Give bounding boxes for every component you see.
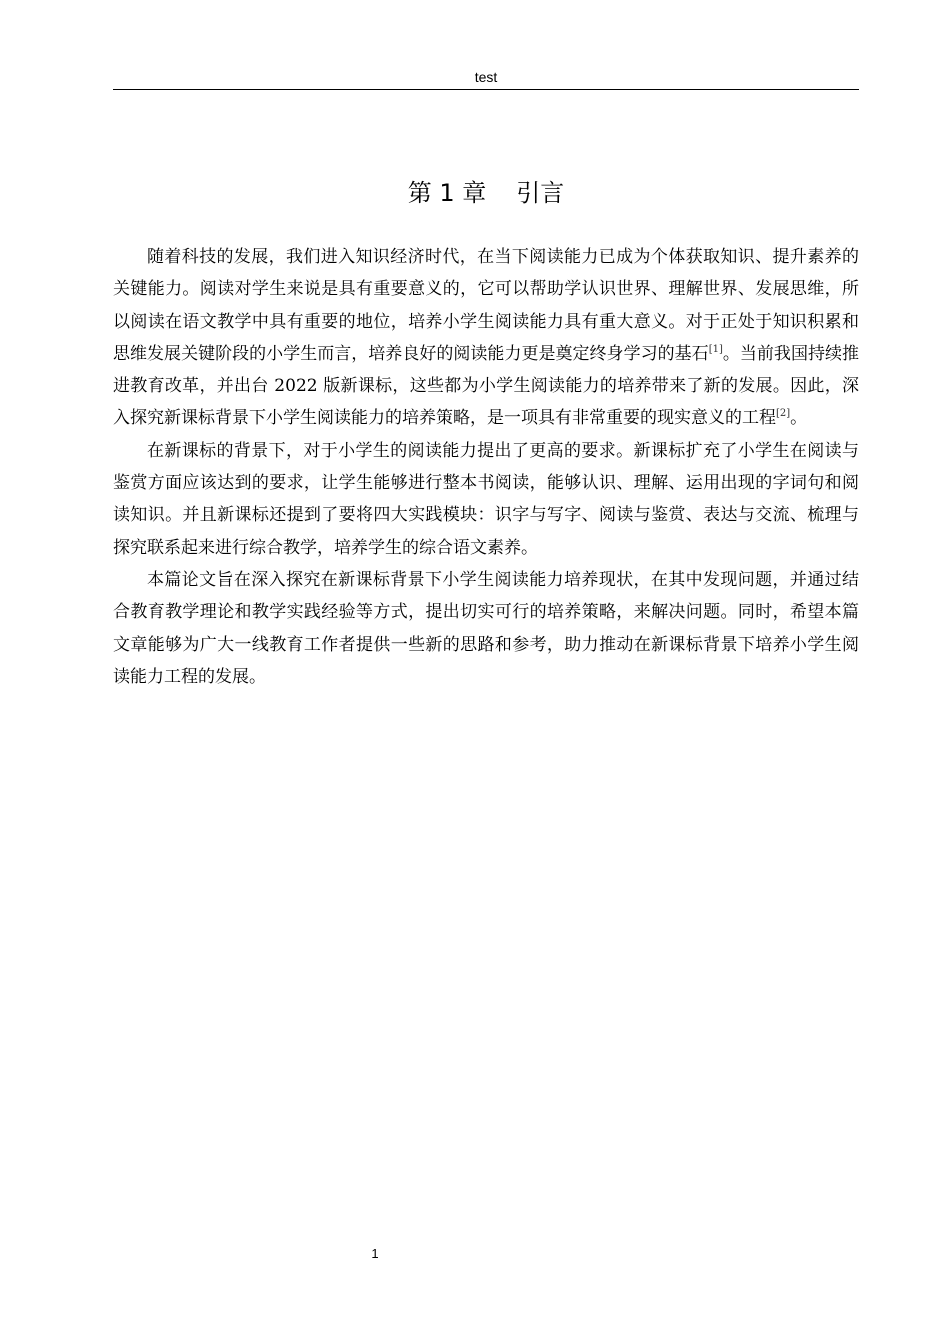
page-number: 1 bbox=[371, 1246, 379, 1261]
paragraph-text: 。 bbox=[790, 408, 808, 429]
chapter-name: 引言 bbox=[516, 179, 565, 207]
page-header: test bbox=[474, 69, 498, 85]
chapter-title bbox=[113, 176, 859, 210]
header-rule bbox=[113, 89, 859, 90]
paragraph-text: 。当前我国持续推进教育改革，并出台 2022 版新课标，这些都为小学生阅读能力的培养带来了新的发展。因此，深入探究新课标背景下小学生阅读能力的培养策略，是一项具有非常重要的现实意义的工程 bbox=[113, 343, 860, 429]
paragraph-purpose bbox=[113, 564, 859, 693]
body-text bbox=[113, 241, 859, 693]
paragraph-text: 本篇论文旨在深入探究在新课标背景下小学生阅读能力培养现状，在其中发现问题，并通过结合教育教学理论和教学实践经验等方式，提出切实可行的培养策略，来解决问题。同时，希望本篇文章能够为广大一线教育工作者提供一些新的思路和参考，助力推动在新课标背景下培养小学生阅读能力工程的发展。 bbox=[113, 569, 859, 687]
citation-ref[interactable]: [1] bbox=[708, 343, 723, 355]
paragraph-text: 在新课标的背景下，对于小学生的阅读能力提出了更高的要求。新课标扩充了小学生在阅读与鉴赏方面应该达到的要求，让学生能够进行整本书阅读，能够认识、理解、运用出现的字词句和阅读知识。并且新课标还提到了要将四大实践模块：识字与写字、阅读与鉴赏、表达与交流、梳理与探究联系起来进行综合教学，培养学生的综合语文素养。 bbox=[113, 440, 859, 558]
paragraph-text: 随着科技的发展，我们进入知识经济时代，在当下阅读能力已成为个体获取知识、提升素养的关键能力。阅读对学生来说是具有重要意义的，它可以帮助学认识世界、理解世界、发展思维，所以阅读在语文教学中具有重要的地位，培养小学生阅读能力具有重大意义。对于正处于知识积累和思维发展关键阶段的小学生而言，培养良好的阅读能力更是奠定终身学习的基石 bbox=[113, 247, 859, 364]
citation-ref[interactable]: [2] bbox=[776, 408, 791, 420]
paragraph-intro bbox=[113, 241, 859, 435]
paragraph-curriculum bbox=[113, 435, 859, 564]
chapter-number: 第 1 章 bbox=[407, 179, 487, 207]
